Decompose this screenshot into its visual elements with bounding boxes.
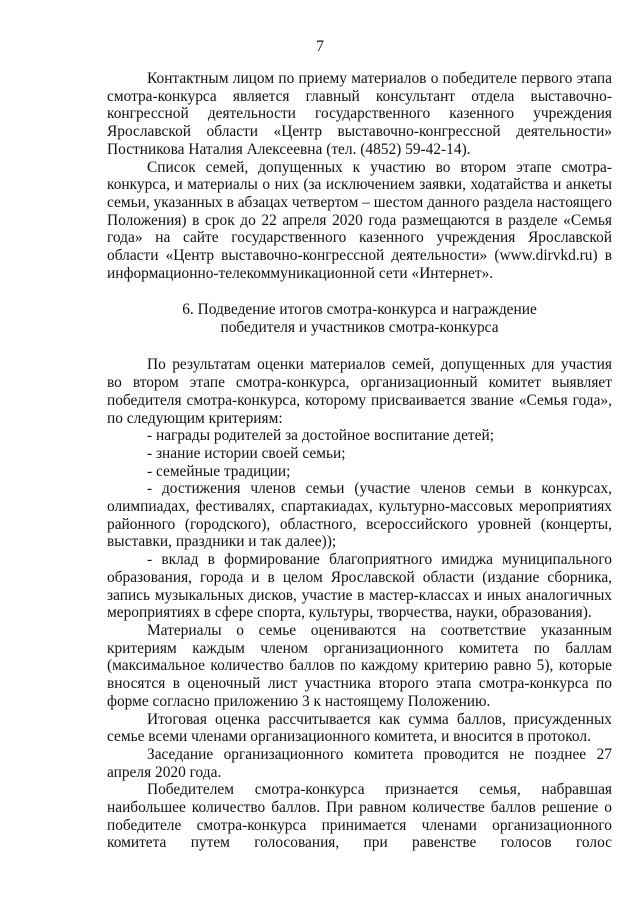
document-body <box>107 70 612 852</box>
criteria-item: - вклад в формирование благоприятного имиджа муниципального образования, города и в целом Ярославской области (издание сборника, запись музыкальных дисков, участие в мастер-классах и иных аналогичных мероприятиях в сфере спорта, культуры, творчества, науки, образования). <box>107 551 612 622</box>
section-heading-line-1: 6. Подведение итогов смотра-конкурса и награждение <box>182 301 537 319</box>
section-heading <box>107 301 612 337</box>
paragraph-meeting-date: Заседание организационного комитета проводится не позднее 27 апреля 2020 года. <box>107 745 612 781</box>
criteria-item: - награды родителей за достойное воспитание детей; <box>147 427 494 445</box>
paragraph-family-list: Список семей, допущенных к участию во втором этапе смотра-конкурса, и материалы о них (за исключением заявки, ходатайства и анкеты семьи, указанных в абзацах четвертом – шестом данного раздела настоящего Положения) в срок до 22 апреля 2020 года размещаются в разделе «Семья года» на сайте государственного казенного учреждения Ярославской области «Центр выставочно-конгрессной деятельности» (www.dirvkd.ru) в информационно-телекоммуникационной сети «Интернет». <box>107 158 612 282</box>
page-number: 7 <box>316 38 324 55</box>
criteria-item: - знание истории своей семьи; <box>147 444 346 462</box>
paragraph-contact-person: Контактным лицом по приему материалов о победителе первого этапа смотра-конкурса является главный консультант отдела выставочно-конгрессной деятельности государственного казенного учреждения Ярославской области «Центр выставочно-конгрессной деятельности» Постникова Наталия Алексеевна (тел. (4852) 59-42-14). <box>107 70 612 158</box>
section-heading-line-2: победителя и участников смотра-конкурса <box>220 319 499 337</box>
criteria-item: - достижения членов семьи (участие членов семьи в конкурсах, олимпиадах, фестивалях, спартакиадах, культурно-массовых мероприятиях районного (городского), областного, всероссийского уровней (концерты, выставки, праздники и так далее)); <box>107 480 612 551</box>
paragraph-criteria-intro: По результатам оценки материалов семей, допущенных для участия во втором этапе смотра-конкурса, организационный комитет выявляет победителя смотра-конкурса, которому присваивается звание «Семья года», по следующим критериям: <box>107 356 612 427</box>
criteria-item: - семейные традиции; <box>147 462 291 480</box>
paragraph-winner: Победителем смотра-конкурса признается семья, набравшая наибольшее количество баллов. При равном количестве баллов решение о победителе смотра-конкурса принимается членами организационного комитета путем голосования, при равенстве голосов голос <box>107 781 612 852</box>
paragraph-evaluation: Материалы о семье оцениваются на соответствие указанным критериям каждым членом организационного комитета по баллам (максимальное количество баллов по каждому критерию равно 5), которые вносятся в оценочный лист участника второго этапа смотра-конкурса по форме согласно приложению 3 к настоящему Положению. <box>107 621 612 710</box>
paragraph-total-score: Итоговая оценка рассчитывается как сумма баллов, присужденных семье всеми членами организационного комитета, и вносится в протокол. <box>107 710 612 746</box>
